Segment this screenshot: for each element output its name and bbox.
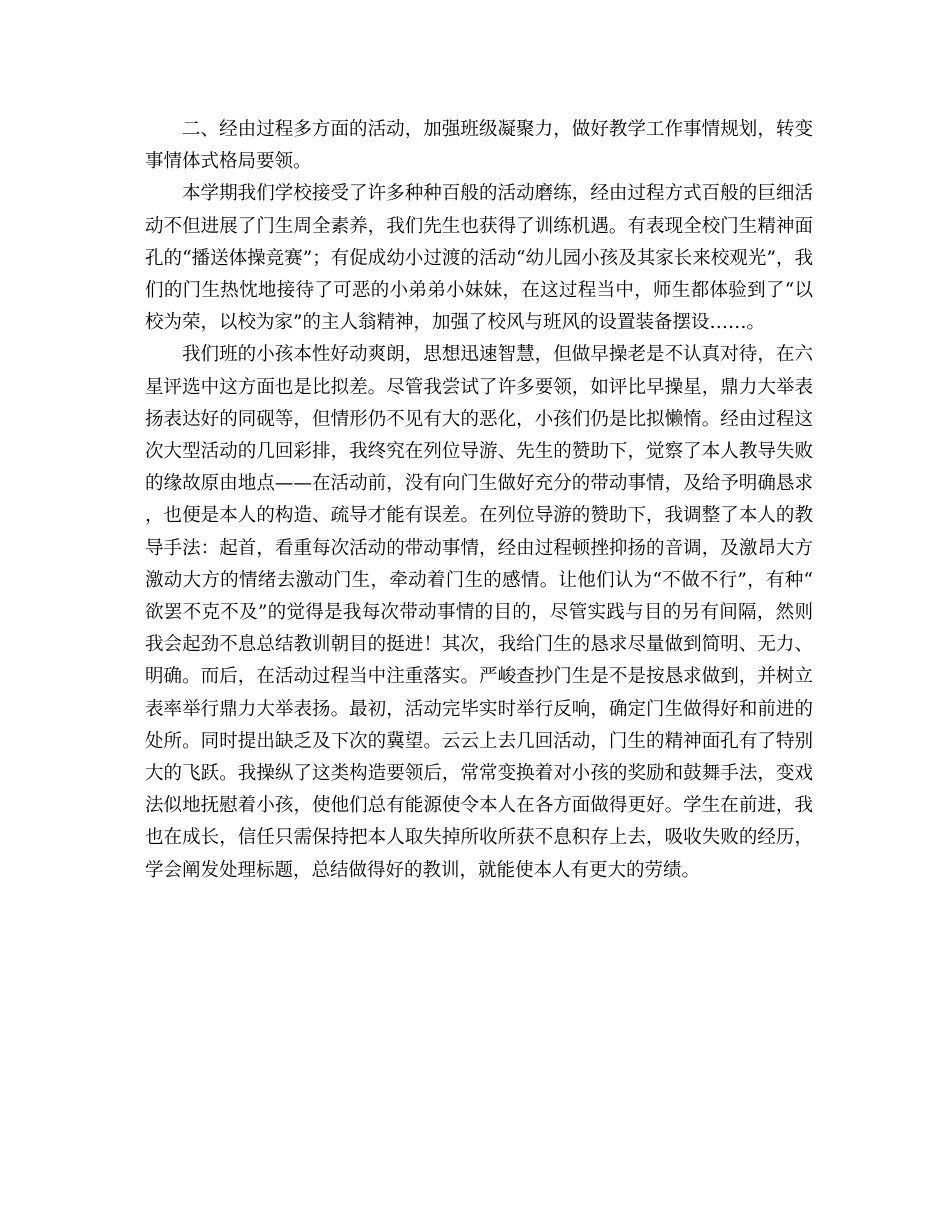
document-body [145, 114, 813, 887]
paragraph-class-reflection: 我们班的小孩本性好动爽朗，思想迅速智慧，但做早操老是不认真对待，在六星评选中这方面也是比拟差。尽管我尝试了许多要领，如评比早操星，鼎力大举表扬表达好的同砚等，但情形仍不见有大的恶化，小孩们仍是比拟懒惰。经由过程这次大型活动的几回彩排，我终究在列位导游、先生的赞助下，觉察了本人教导失败的缘故原由地点——在活动前，没有向门生做好充分的带动事情，及给予明确恳求，也便是本人的构造、疏导才能有误差。在列位导游的赞助下，我调整了本人的教导手法：起首，看重每次活动的带动事情，经由过程顿挫抑扬的音调，及激昂大方激动大方的情绪去激动门生，牵动着门生的感情。让他们认为“不做不行”，有种“欲罢不克不及”的觉得是我每次带动事情的目的，尽管实践与目的另有间隔，然则我会起劲不息总结教训朝目的挺进！其次，我给门生的恳求尽量做到简明、无力、明确。而后，在活动过程当中注重落实。严峻查抄门生是不是按恳求做到，并树立表率举行鼎力大举表扬。最初，活动完毕实时举行反响，确定门生做得好和前进的处所。同时提出缺乏及下次的冀望。云云上去几回活动，门生的精神面孔有了特别大的飞跃。我操纵了这类构造要领后，常常变换着对小孩的奖励和鼓舞手法，变戏法似地抚慰着小孩，使他们总有能源使令本人在各方面做得更好。学生在前进，我也在成长，信任只需保持把本人取失掉所收所获不息积存上去，吸收失败的经历，学会阐发处理标题，总结做得好的教训，就能使本人有更大的劳绩。 [145, 344, 813, 881]
paragraph-activities: 本学期我们学校接受了许多种种百般的活动磨练，经由过程方式百般的巨细活动不但进展了门生周全素养，我们先生也获得了训练机遇。有表现全校门生精神面孔的“播送体操竞赛”；有促成幼小过渡的活动“幼儿园小孩及其家长来校观光”，我们的门生热忱地接待了可恶的小弟弟小妹妹，在这过程当中，师生都体验到了“以校为荣，以校为家”的主人翁精神，加强了校风与班风的设置装备摆设……。 [145, 183, 813, 334]
paragraph-heading: 二、经由过程多方面的活动，加强班级凝聚力，做好教学工作事情规划，转变事情体式格局要领。 [145, 119, 813, 173]
